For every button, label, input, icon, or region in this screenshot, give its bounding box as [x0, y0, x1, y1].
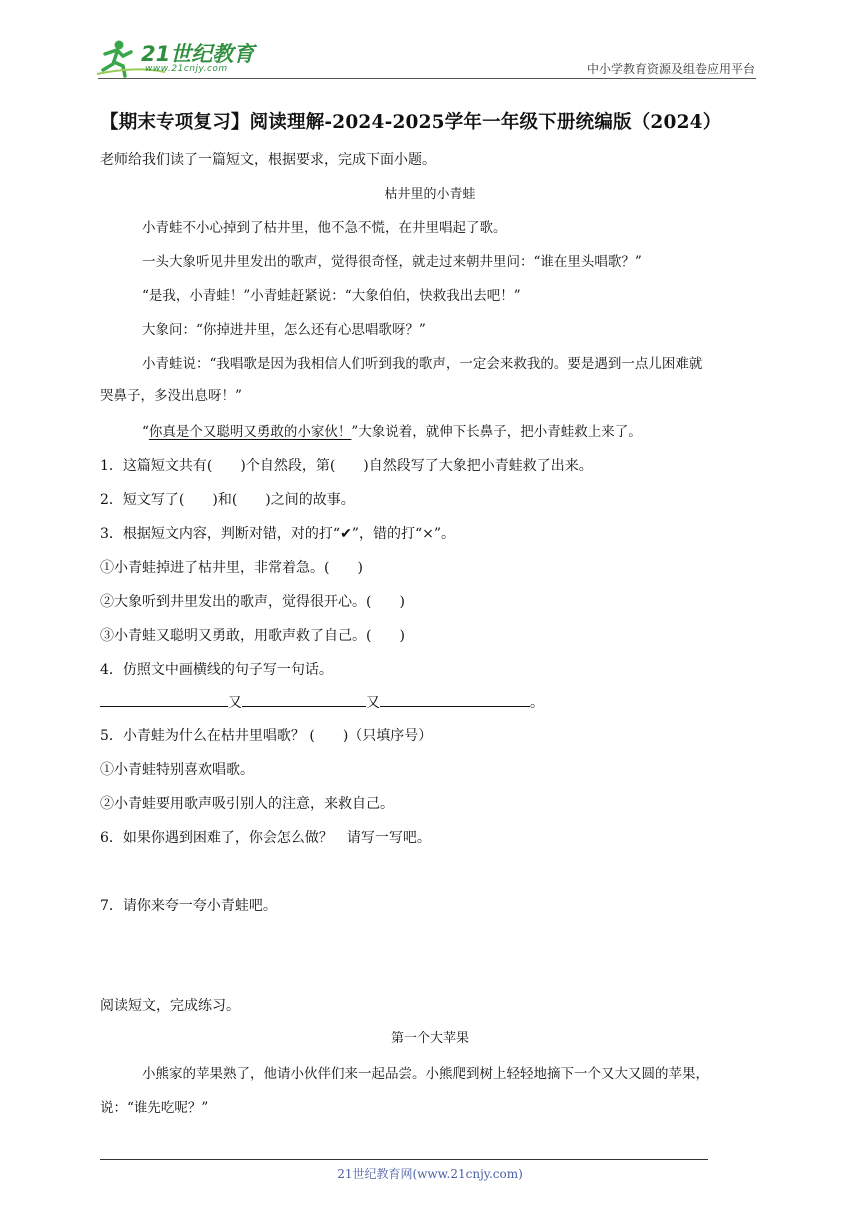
- story1-para: 小青蛙说：“我唱歌是因为我相信人们听到我的歌声，一定会来救我的。要是遇到一点儿困难就: [142, 356, 703, 372]
- quote-open: “: [142, 424, 149, 440]
- header-platform-text: 中小学教育资源及组卷应用平台: [586, 62, 755, 76]
- story1-title: 枯井里的小青蛙: [384, 187, 476, 202]
- answer-blank[interactable]: [100, 692, 228, 707]
- you-word: 又: [366, 695, 380, 711]
- story1-para: 一头大象听见井里发出的歌声，觉得很奇怪，就走过来朝井里问：“谁在里头唱歌？”: [142, 254, 642, 270]
- question-3-item: ②大象听到井里发出的歌声，觉得很开心。( ): [100, 594, 405, 610]
- logo-url-text: www.21cnjy.com: [145, 64, 228, 74]
- question-5-option: ②小青蛙要用歌声吸引别人的注意，来救自己。: [100, 796, 394, 812]
- you-word: 又: [228, 695, 242, 711]
- question-4-answer-line: [100, 692, 544, 713]
- story1-para: 小青蛙不小心掉到了枯井里，他不急不慌，在井里唱起了歌。: [142, 220, 507, 236]
- question-5-option: ①小青蛙特别喜欢唱歌。: [100, 762, 254, 778]
- section1-intro: 老师给我们读了一篇短文，根据要求，完成下面小题。: [100, 152, 436, 168]
- question-6: 6．如果你遇到困难了，你会怎么做？ 请写一写吧。: [100, 830, 431, 846]
- story1-para: 大象问：“你掉进井里，怎么还有心思唱歌呀？”: [142, 322, 426, 338]
- answer-blank[interactable]: [380, 692, 530, 707]
- period: 。: [530, 695, 544, 711]
- footer-text[interactable]: 21世纪教育网(www.21cnjy.com): [337, 1167, 523, 1181]
- question-7: 7．请你来夸一夸小青蛙吧。: [100, 898, 277, 914]
- story2-para: 说：“谁先吃呢？”: [100, 1100, 209, 1116]
- logo-main-text: 21世纪教育: [141, 42, 255, 66]
- story2-para: 小熊家的苹果熟了，他请小伙伴们来一起品尝。小熊爬到树上轻轻地摘下一个又大又圆的苹果，: [142, 1066, 709, 1082]
- section2-intro: 阅读短文，完成练习。: [100, 998, 240, 1014]
- story1-para: 哭鼻子，多没出息呀！”: [100, 388, 242, 404]
- story1-para: “是我，小青蛙！”小青蛙赶紧说：“大象伯伯，快救我出去吧！”: [142, 288, 521, 304]
- footer-divider: [100, 1159, 708, 1160]
- question-4: 4．仿照文中画横线的句子写一句话。: [100, 662, 333, 678]
- page-title: 【期末专项复习】阅读理解-2024-2025学年一年级下册统编版（2024）: [100, 112, 722, 133]
- answer-blank[interactable]: [242, 692, 366, 707]
- question-5: 5．小青蛙为什么在枯井里唱歌？ ( )（只填序号）: [100, 728, 433, 744]
- underlined-sentence: 你真是个又聪明又勇敢的小家伙！: [148, 424, 352, 440]
- story2-title: 第一个大苹果: [390, 1031, 469, 1046]
- question-1: 1．这篇短文共有( )个自然段，第( )自然段写了大象把小青蛙救了出来。: [100, 458, 593, 474]
- story1-last-para: [142, 422, 642, 442]
- question-3-item: ①小青蛙掉进了枯井里，非常着急。( ): [100, 560, 363, 576]
- question-3-item: ③小青蛙又聪明又勇敢，用歌声救了自己。( ): [100, 628, 405, 644]
- last-para-rest: ”大象说着，就伸下长鼻子，把小青蛙救上来了。: [351, 424, 642, 440]
- site-logo: [95, 36, 255, 80]
- header-divider: [98, 78, 756, 79]
- question-3: 3．根据短文内容，判断对错，对的打“✔”，错的打“×”。: [100, 526, 455, 542]
- question-2: 2．短文写了( )和( )之间的故事。: [100, 492, 355, 508]
